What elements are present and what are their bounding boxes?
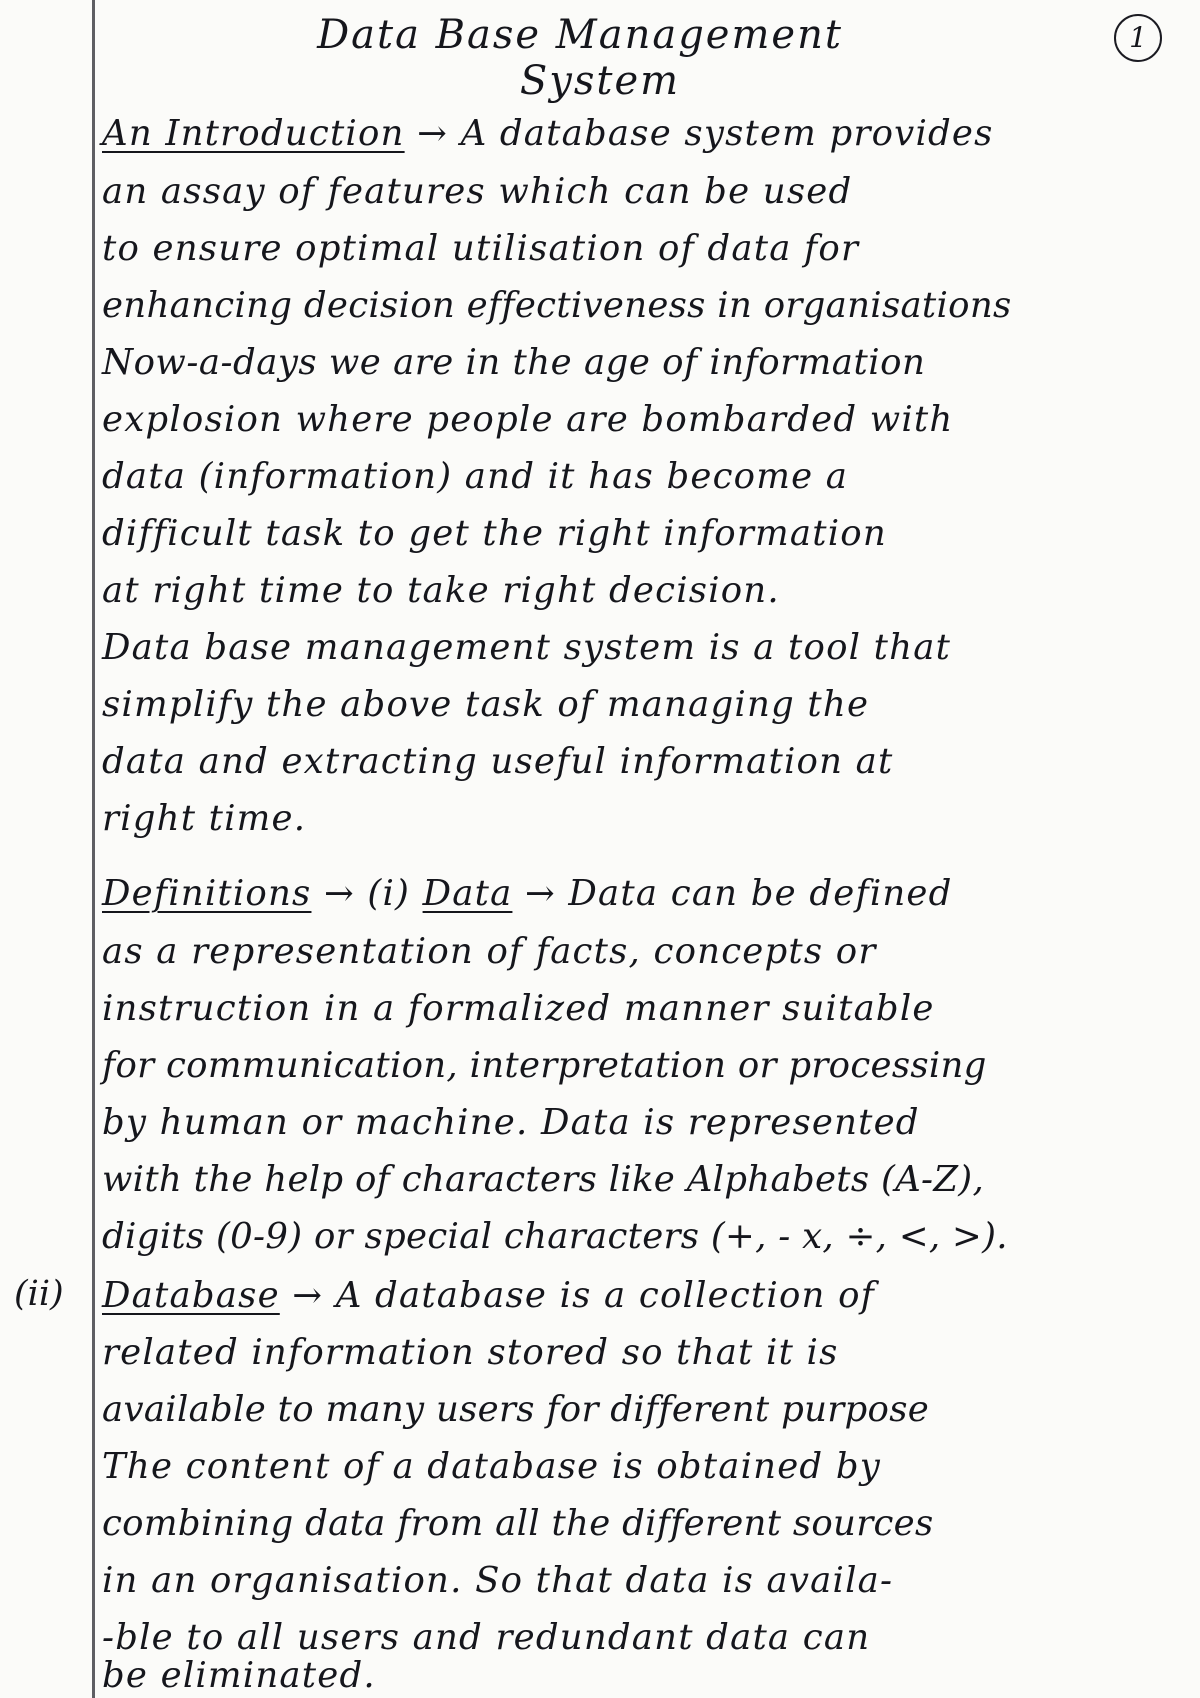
arrow-icon: → <box>292 1275 324 1316</box>
definition-line: by human or machine. Data is represented <box>102 1102 920 1143</box>
page-title-continued: System <box>519 58 681 104</box>
definition-line: in an organisation. So that data is availa- <box>102 1560 894 1601</box>
term-database: Database <box>102 1275 280 1316</box>
term-data: Data <box>422 873 513 914</box>
intro-line: A database system provides <box>460 113 994 154</box>
database-first-line <box>102 1274 1190 1318</box>
intro-line: difficult task to get the right information <box>102 513 887 554</box>
intro-line: data and extracting useful information at <box>102 741 894 782</box>
definition-line: A database is a collection of <box>335 1275 875 1316</box>
intro-line: data (information) and it has become a <box>102 456 849 497</box>
definition-line: as a representation of facts, concepts or <box>102 931 877 972</box>
item-marker: (i) <box>367 873 411 914</box>
definition-line: available to many users for different purpose <box>102 1389 930 1430</box>
definition-line: with the help of characters like Alphabets (A-Z), <box>102 1159 985 1200</box>
intro-line: explosion where people are bombarded with <box>102 399 954 440</box>
intro-line: enhancing decision effectiveness in organisations <box>102 285 1012 326</box>
intro-line: Now-a-days we are in the age of information <box>102 342 926 383</box>
definition-line: for communication, interpretation or processing <box>102 1045 987 1086</box>
intro-line: Data base management system is a tool that <box>102 627 952 668</box>
intro-first-line <box>102 112 1190 156</box>
arrow-icon: → <box>417 113 449 154</box>
intro-line: to ensure optimal utilisation of data for <box>102 228 860 269</box>
definition-line: Data can be defined <box>568 873 953 914</box>
item-marker: (ii) <box>14 1274 64 1314</box>
definition-line: instruction in a formalized manner suitable <box>102 988 935 1029</box>
definition-line: The content of a database is obtained by <box>102 1446 882 1487</box>
arrow-icon: → <box>323 873 355 914</box>
definition-line: -ble to all users and redundant data can <box>102 1617 871 1658</box>
intro-line: an assay of features which can be used <box>102 171 853 212</box>
intro-line: simplify the above task of managing the <box>102 684 870 725</box>
intro-line: right time. <box>102 798 307 839</box>
definition-line: related information stored so that it is <box>102 1332 839 1373</box>
margin-line <box>92 0 95 1698</box>
intro-heading: An Introduction <box>102 113 405 154</box>
page-number: 1 <box>1114 14 1162 62</box>
page-title: Data Base Management <box>317 12 843 58</box>
intro-line: at right time to take right decision. <box>102 570 780 611</box>
definitions-first-line <box>102 872 1190 916</box>
definition-line: combining data from all the different sources <box>102 1503 934 1544</box>
definitions-heading: Definitions <box>102 873 312 914</box>
definition-line: be eliminated. <box>102 1655 376 1696</box>
arrow-icon: → <box>524 873 556 914</box>
definition-line: digits (0-9) or special characters (+, - x, ÷, <, >). <box>102 1216 1008 1257</box>
